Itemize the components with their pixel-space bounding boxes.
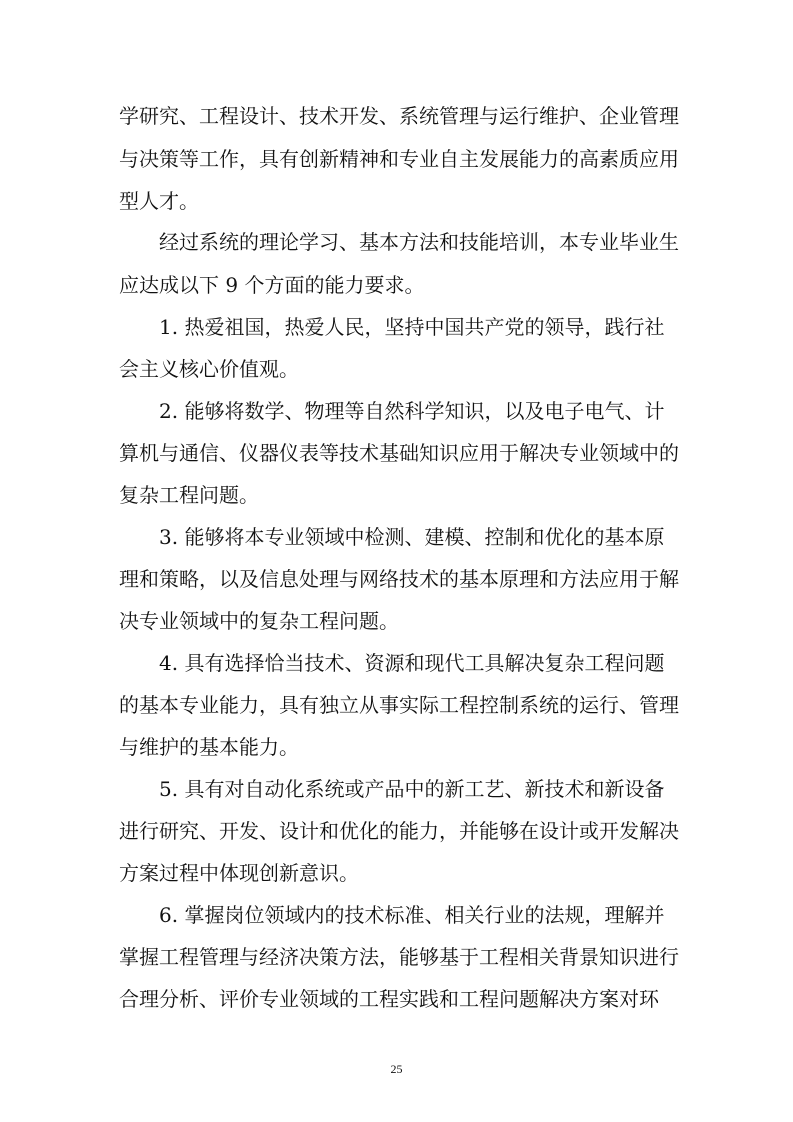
- list-item-line: 决专业领域中的复杂工程问题。: [119, 609, 399, 633]
- list-item-line: 5. 具有对自动化系统或产品中的新工艺、新技术和新设备: [159, 777, 665, 801]
- list-item-line: 3. 能够将本专业领域中检测、建模、控制和优化的基本原: [159, 525, 665, 549]
- list-item-line: 与维护的基本能力。: [119, 735, 299, 759]
- paragraph-line: 应达成以下 9 个方面的能力要求。: [119, 273, 425, 297]
- list-item-line: 2. 能够将数学、物理等自然科学知识，以及电子电气、计: [159, 399, 665, 423]
- list-item-line: 6. 掌握岗位领域内的技术标准、相关行业的法规，理解并: [159, 903, 665, 927]
- list-item-line: 4. 具有选择恰当技术、资源和现代工具解决复杂工程问题: [159, 651, 665, 675]
- list-item-line: 进行研究、开发、设计和优化的能力，并能够在设计或开发解决: [119, 819, 679, 843]
- list-item-line: 算机与通信、仪器仪表等技术基础知识应用于解决专业领域中的: [119, 441, 679, 465]
- paragraph-line: 经过系统的理论学习、基本方法和技能培训，本专业毕业生: [159, 230, 679, 254]
- list-item-line: 掌握工程管理与经济决策方法，能够基于工程相关背景知识进行: [119, 945, 679, 969]
- list-item-line: 方案过程中体现创新意识。: [119, 861, 359, 885]
- list-item-line: 复杂工程问题。: [119, 483, 259, 507]
- list-item-line: 的基本专业能力，具有独立从事实际工程控制系统的运行、管理: [119, 693, 679, 717]
- paragraph-line: 与决策等工作，具有创新精神和专业自主发展能力的高素质应用: [119, 147, 679, 171]
- paragraph-line: 型人才。: [119, 189, 199, 213]
- page-number: 25: [390, 1062, 403, 1076]
- list-item-line: 理和策略，以及信息处理与网络技术的基本原理和方法应用于解: [119, 567, 679, 591]
- list-item-line: 1. 热爱祖国，热爱人民，坚持中国共产党的领导，践行社: [159, 315, 665, 339]
- list-item-line: 合理分析、评价专业领域的工程实践和工程问题解决方案对环: [119, 987, 659, 1011]
- list-item-line: 会主义核心价值观。: [119, 357, 299, 381]
- paragraph-line: 学研究、工程设计、技术开发、系统管理与运行维护、企业管理: [119, 104, 679, 128]
